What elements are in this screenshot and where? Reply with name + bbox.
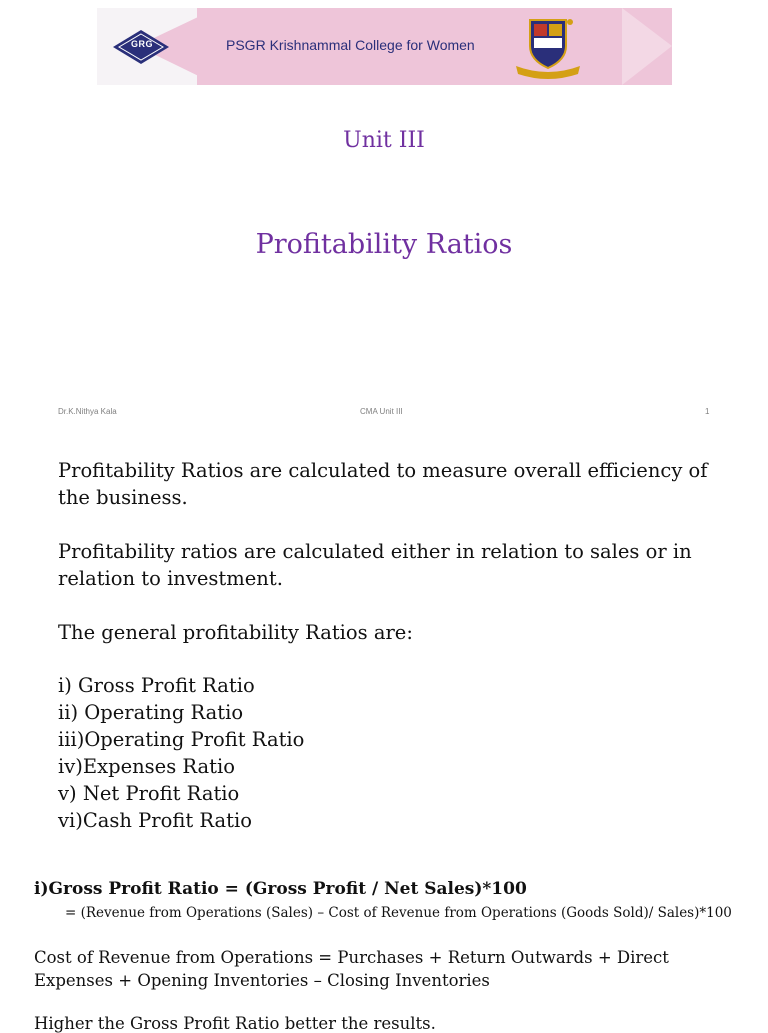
list-item: iv)Expenses Ratio xyxy=(58,755,235,778)
intro-paragraph: Profitability Ratios are calculated to measure overall efficiency of the business. xyxy=(58,459,708,509)
gross-profit-formula: i)Gross Profit Ratio = (Gross Profit / Net Sales)*100 xyxy=(34,879,527,899)
partial-text-line: Higher the Gross Profit Ratio better the results. xyxy=(34,1014,436,1033)
cost-of-revenue-definition: Cost of Revenue from Operations = Purchases + Return Outwards + Direct Expenses + Opening Inventories – Closing Inventories xyxy=(34,948,669,990)
list-item: i) Gross Profit Ratio xyxy=(58,674,255,697)
logo-text: GRG xyxy=(130,39,153,49)
gross-profit-formula-detail: = (Revenue from Operations (Sales) – Cost of Revenue from Operations (Goods Sold)/ Sales)*100 xyxy=(65,905,732,921)
list-item: ii) Operating Ratio xyxy=(58,701,244,724)
ratio-list xyxy=(58,672,718,834)
list-item: v) Net Profit Ratio xyxy=(58,782,240,805)
college-banner xyxy=(97,8,672,85)
unit-title: Unit III xyxy=(343,128,425,153)
list-intro: The general profitability Ratios are: xyxy=(58,621,413,644)
college-name: PSGR Krishnammal College for Women xyxy=(226,37,475,53)
footer-page-number: 1 xyxy=(705,407,710,416)
list-item: iii)Operating Profit Ratio xyxy=(58,728,305,751)
footer-author: Dr.K.Nithya Kala xyxy=(58,407,117,416)
footer-course: CMA Unit III xyxy=(360,407,403,416)
slide-title: Profitability Ratios xyxy=(255,229,513,260)
college-crest-icon xyxy=(512,16,584,82)
list-item: vi)Cash Profit Ratio xyxy=(58,809,252,832)
relation-paragraph: Profitability ratios are calculated either in relation to sales or in relation to investment. xyxy=(58,540,692,590)
